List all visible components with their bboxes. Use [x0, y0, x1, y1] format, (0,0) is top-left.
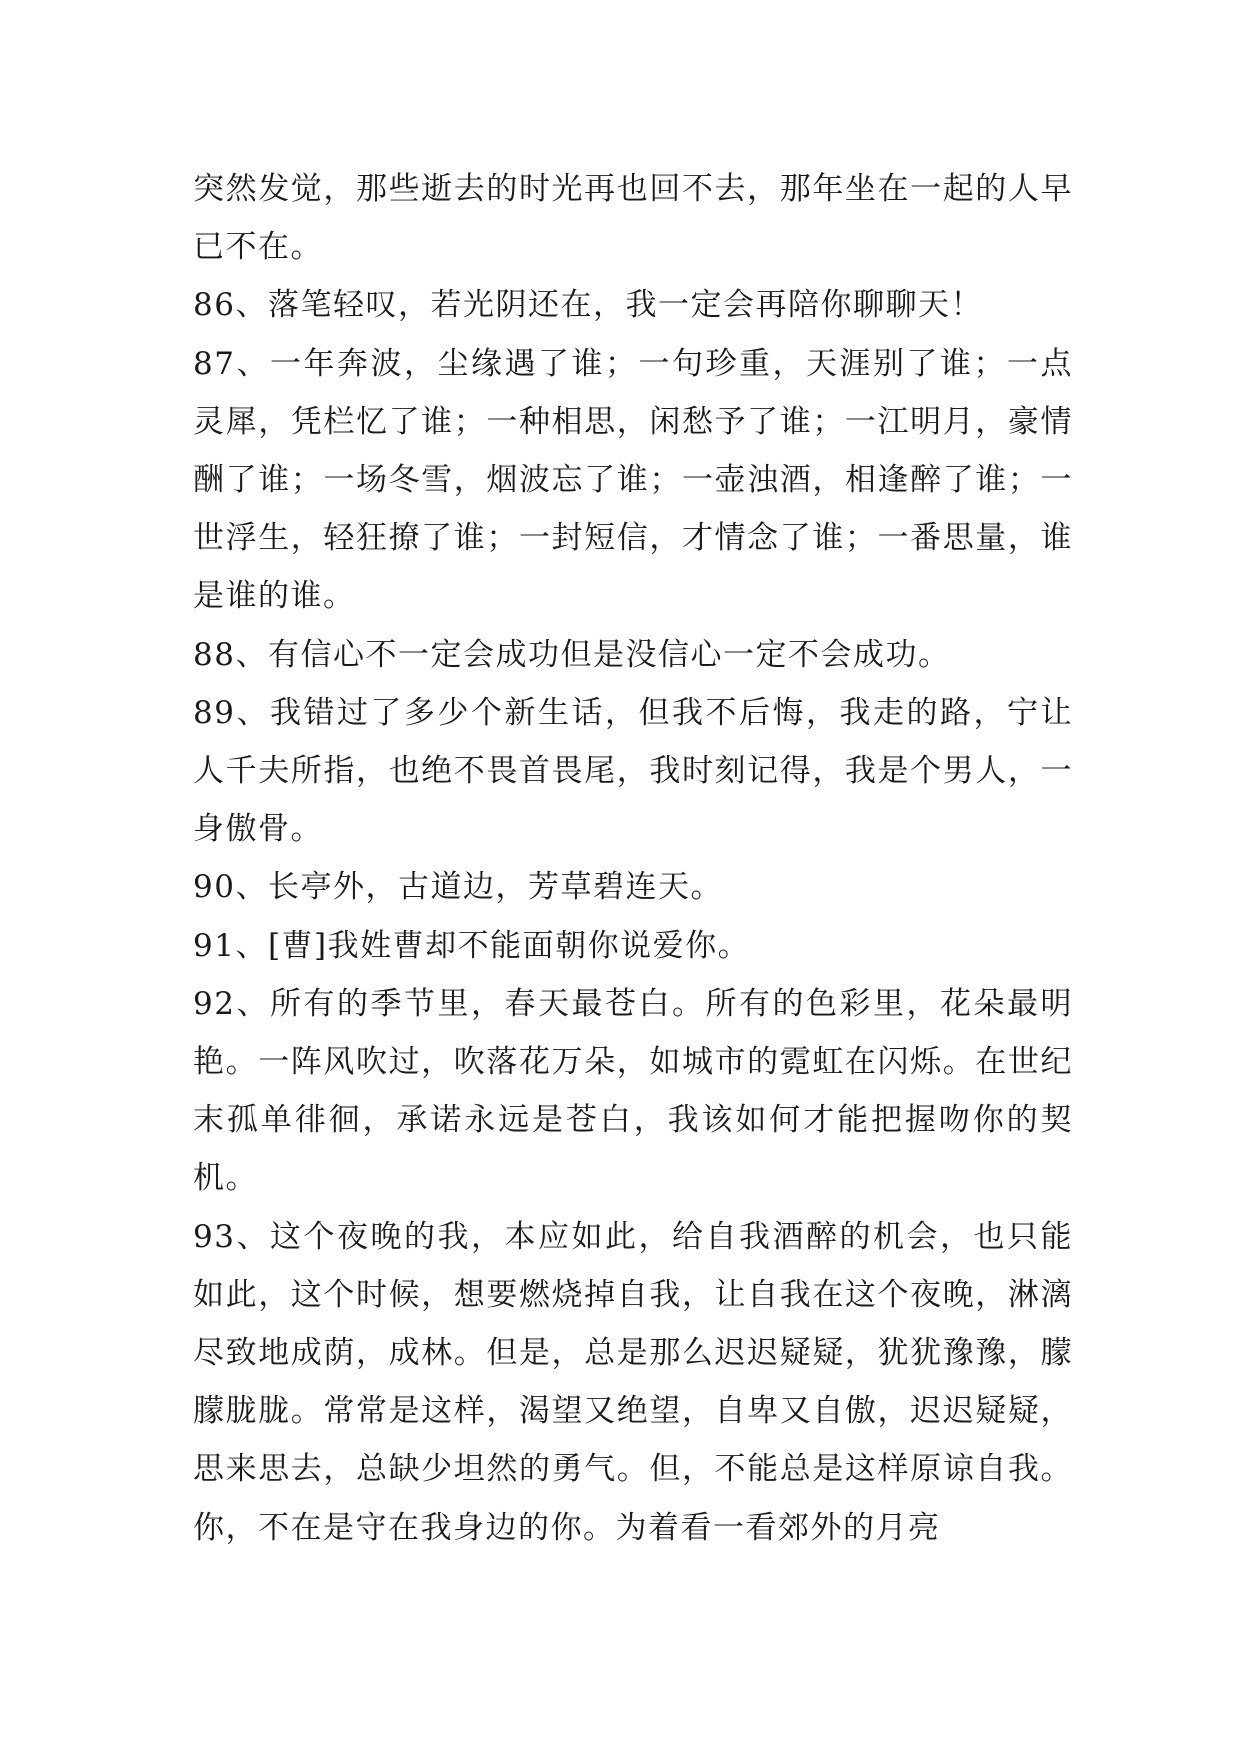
paragraph-87: 87、一年奔波，尘缘遇了谁；一句珍重，天涯别了谁；一点灵犀，凭栏忆了谁；一种相思，闲愁予了谁；一江明月，豪情酬了谁；一场冬雪，烟波忘了谁；一壶浊酒，相逢醉了谁；一世浮生，轻狂撩了谁；一封短信，才情念了谁；一番思量，谁是谁的谁。 [193, 345, 1073, 615]
paragraph-intro: 突然发觉，那些逝去的时光再也回不去，那年坐在一起的人早已不在。 [193, 171, 1073, 266]
paragraph-90: 90、长亭外，古道边，芳草碧连天。 [193, 869, 723, 906]
paragraph-86: 86、落笔轻叹，若光阴还在，我一定会再陪你聊聊天！ [193, 287, 983, 324]
paragraph-93: 93、这个夜晚的我，本应如此，给自我酒醉的机会，也只能如此，这个时候，想要燃烧掉自我，让自我在这个夜晚，淋漓尽致地成荫，成林。但是，总是那么迟迟疑疑，犹犹豫豫，朦朦胧胧。常常是这样，渴望又绝望，自卑又自傲，迟迟疑疑，思来思去，总缺少坦然的勇气。但，不能总是这样原谅自我。你，不在是守在我身边的你。为着看一看郊外的月亮 [193, 1218, 1073, 1546]
paragraph-89: 89、我错过了多少个新生话，但我不后悔，我走的路，宁让人千夫所指，也绝不畏首畏尾，我时刻记得，我是个男人，一身傲骨。 [193, 694, 1073, 848]
paragraph-92: 92、所有的季节里，春天最苍白。所有的色彩里，花朵最明艳。一阵风吹过，吹落花万朵，如城市的霓虹在闪烁。在世纪末孤单徘徊，承诺永远是苍白，我该如何才能把握吻你的契机。 [193, 985, 1073, 1197]
document-body [193, 160, 1073, 1557]
paragraph-88: 88、有信心不一定会成功但是没信心一定不会成功。 [193, 636, 951, 673]
paragraph-91: 91、[曹]我姓曹却不能面朝你说爱你。 [193, 927, 751, 964]
